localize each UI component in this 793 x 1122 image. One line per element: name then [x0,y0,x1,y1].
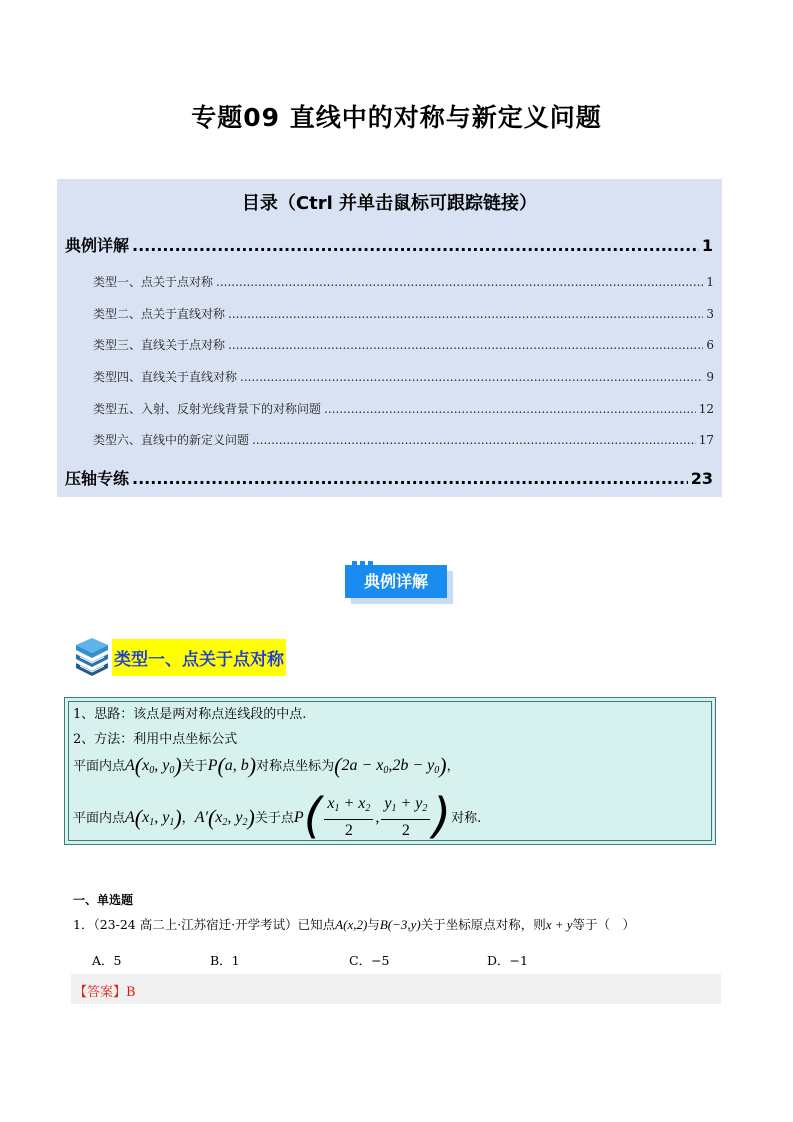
method-box [64,697,716,845]
table-of-contents [57,179,722,497]
method-line-point-formula [73,753,460,779]
toc-entry-practice[interactable] [65,466,713,489]
stacked-books-icon [72,637,112,677]
toc-entry-page: 23 [690,469,713,488]
section-banner: 典例详解 [345,565,447,598]
toc-entry-type4[interactable] [93,368,714,385]
midpoint-P-expression: P( $\frac{x_1 + x_2}{2}$ , $\frac{y_1 + y_2}{2}$ ) [293,788,452,844]
section-title: 一、单选题 [73,893,134,907]
toc-entry-label: 类型三、直线关于点对称 [93,338,226,352]
toc-entry-type6[interactable] [93,431,714,448]
toc-entry-type2[interactable] [93,305,714,322]
toc-entry-page: 12 [698,402,714,416]
question-text: 与 [367,917,380,932]
text-span: 关于点 [254,811,294,826]
toc-entry-examples[interactable] [65,233,713,256]
option-b[interactable]: B．1 [210,953,240,968]
question-text: 关于坐标原点对称，则 [420,917,546,932]
point-P-expression: P(a, b) [207,753,257,778]
option-d[interactable]: D．−1 [487,953,528,968]
point-B-math: B(−3,y) [379,917,421,932]
answer-text: 【答案】B [74,985,136,1000]
option-a[interactable]: A．5 [92,953,122,968]
text-span: ， [446,759,460,774]
text-span: 平面内点 [73,811,126,826]
point-A-prime-expression: $A'(x_2$, $y_2$) [194,805,255,830]
toc-entry-label: 类型五、入射、反射光线背景下的对称问题 [93,402,322,416]
toc-entry-page: 9 [706,370,714,384]
question-1 [73,915,635,933]
option-c[interactable]: C．−5 [349,953,390,968]
question-text: 等于（ ） [572,917,636,932]
toc-entry-type3[interactable] [93,336,714,353]
toc-entry-page: 1 [701,236,713,255]
toc-entry-type5[interactable] [93,400,714,417]
expression-math: x + y [545,917,573,932]
toc-entry-page: 1 [706,275,714,289]
toc-entry-label: 类型六、直线中的新定义问题 [93,433,250,447]
text-span: ， [181,811,195,826]
toc-entry-label: 典例详解 [65,236,130,255]
toc-entry-type1[interactable] [93,273,714,290]
toc-heading: 目录（Ctrl 并单击鼠标可跟踪链接） [241,193,538,214]
point-A-expression: $A(x_0$, $y_0$) [125,753,182,778]
method-line-midpoint-formula [73,788,481,844]
method-line-method: 2、方法：利用中点坐标公式 [73,732,238,747]
toc-entry-page: 6 [706,338,714,352]
text-span: 关于 [181,759,208,774]
symmetric-point-expression: $(2a - x_0,2b - y_0)$ [334,753,447,778]
toc-entry-label: 类型二、点关于直线对称 [93,307,226,321]
text-span: 平面内点 [73,759,126,774]
answer-bar [71,974,721,1004]
toc-entry-page: 17 [698,433,714,447]
type-heading-label: 类型一、点关于点对称 [112,639,286,676]
method-line-idea: 1、思路：该点是两对称点连线段的中点. [73,707,307,722]
question-text: 1．（23-24 高二上·江苏宿迁·开学考试）已知点 [73,917,336,932]
type-heading [72,637,286,677]
toc-entry-page: 3 [706,307,714,321]
page-title: 专题09 直线中的对称与新定义问题 [191,103,602,132]
toc-entry-label: 类型四、直线关于直线对称 [93,370,238,384]
text-span: 对称. [451,811,482,826]
toc-entry-label: 类型一、点关于点对称 [93,275,214,289]
point-A-math: A(x,2) [335,917,368,932]
text-span: 对称点坐标为 [256,759,335,774]
toc-entry-label: 压轴专练 [65,469,130,488]
point-A1-expression: $A(x_1$, $y_1$) [125,805,182,830]
